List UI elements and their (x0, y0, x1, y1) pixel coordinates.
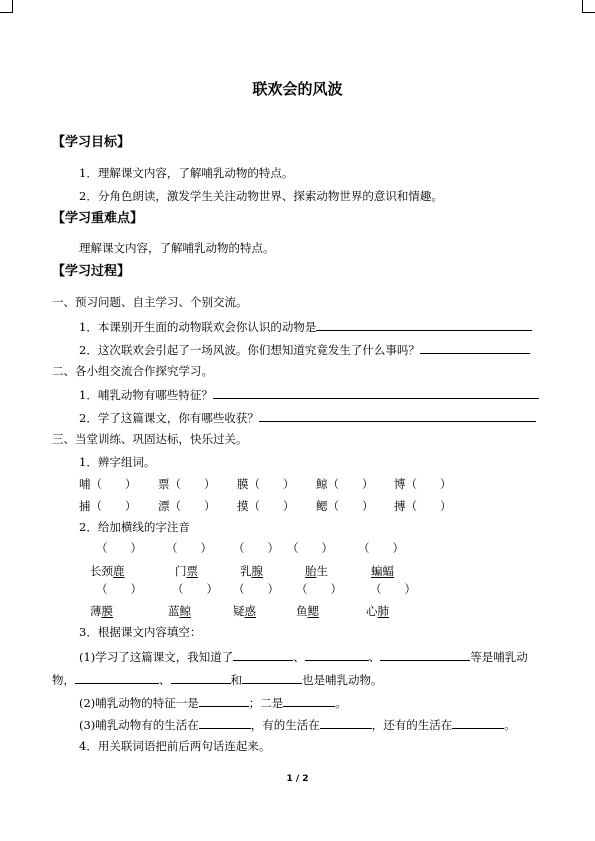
word-group-cell: 鲸（ ） (316, 477, 374, 491)
word-group-cell: 票（ ） (158, 477, 216, 491)
part1-question-2: 2．这次联欢会引起了一场风波。你们想知道究竟发生了什么事吗？ (79, 341, 530, 357)
pinyin-word: 心肺 (366, 604, 389, 618)
crop-mark-top-right (582, 0, 595, 13)
answer-blank[interactable] (199, 716, 251, 729)
answer-blank[interactable] (242, 671, 302, 684)
answer-blank[interactable] (452, 716, 504, 729)
pinyin-word: 疑惑 (233, 604, 256, 618)
answer-blank[interactable] (75, 671, 159, 684)
word-group-cell: 摸（ ） (237, 499, 295, 513)
pinyin-paren: （ ） (172, 582, 218, 596)
answer-blank[interactable] (213, 386, 539, 399)
word-group-cell: 漂（ ） (158, 499, 216, 513)
pinyin-word: 蝙蝠 (371, 564, 394, 578)
word-group-cell: 博（ ） (394, 477, 452, 491)
answer-blank[interactable] (316, 318, 532, 331)
part1-question-1: 1．本课别开生面的动物联欢会你认识的动物是 (79, 318, 532, 334)
fill-line-2: (2)哺乳动物的特征一是 ；二是 。 (79, 696, 347, 710)
exercise-2-title: 2．给加横线的字注音 (79, 520, 190, 534)
pinyin-paren: （ ） (370, 582, 416, 596)
pinyin-paren: （ ） (166, 541, 212, 555)
pinyin-paren: （ ） (296, 582, 342, 596)
pinyin-word: 门票 (175, 564, 198, 578)
pinyin-word: 鱼鳃 (296, 604, 319, 618)
pinyin-paren: （ ） (287, 541, 333, 555)
key-points-text: 理解课文内容，了解哺乳动物的特点。 (79, 241, 275, 255)
heading-process: 【学习过程】 (52, 264, 131, 279)
word-group-cell: 鳃（ ） (316, 499, 374, 513)
word-group-cell: 搏（ ） (394, 499, 452, 513)
exercise-1-title: 1．辨字组词。 (79, 455, 156, 469)
page-title: 联欢会的风波 (252, 80, 343, 98)
word-group-cell: 膜（ ） (237, 477, 295, 491)
word-group-cell: 捕（ ） (79, 499, 137, 513)
answer-blank[interactable] (320, 716, 372, 729)
fill-line-3: (3)哺乳动物有的生活在 ，有的生活在 ，还有的生活在 。 (79, 718, 516, 732)
pinyin-paren: （ ） (96, 582, 142, 596)
fill-line-1-cont: 物， 、 和 也是哺乳动物。 (52, 673, 383, 687)
word-group-cell: 哺（ ） (79, 477, 137, 491)
part3-title: 三、当堂训练、巩固达标，快乐过关。 (52, 432, 248, 446)
part2-question-1: 1．哺乳动物有哪些特征？ (79, 386, 539, 402)
answer-blank[interactable] (283, 694, 335, 707)
pinyin-paren: （ ） (358, 541, 404, 555)
pinyin-paren: （ ） (233, 541, 279, 555)
goal-item-1: 1．理解课文内容，了解哺乳动物的特点。 (79, 166, 294, 180)
answer-blank[interactable] (233, 648, 293, 661)
pinyin-word: 乳腺 (240, 564, 263, 578)
heading-key-points: 【学习重难点】 (52, 211, 144, 226)
goal-item-2: 2．分角色朗读，激发学生关注动物世界、探索动物世界的意识和情趣。 (79, 189, 443, 203)
exercise-4-title: 4．用关联词语把前后两句话连起来。 (79, 739, 271, 753)
answer-blank[interactable] (171, 671, 231, 684)
answer-blank[interactable] (259, 409, 536, 422)
exercise-3-title: 3．根据课文内容填空： (79, 625, 202, 639)
pinyin-word: 薄膜 (90, 604, 113, 618)
pinyin-paren: （ ） (233, 582, 279, 596)
part1-title: 一、预习问题、自主学习、个别交流。 (52, 295, 248, 309)
answer-blank[interactable] (199, 694, 249, 707)
crop-mark-top-left (0, 0, 13, 13)
part2-title: 二、各小组交流合作探究学习。 (52, 364, 213, 378)
pinyin-word: 长颈鹿 (90, 564, 125, 578)
answer-blank[interactable] (305, 648, 369, 661)
part2-question-2: 2．学了这篇课文，你有哪些收获？ (79, 409, 536, 425)
heading-goals: 【学习目标】 (52, 135, 131, 150)
page-number: 1 / 2 (286, 774, 309, 784)
pinyin-paren: （ ） (96, 541, 142, 555)
fill-line-1: (1)学习了这篇课文，我知道了 、 、 等是哺乳动 (79, 650, 528, 664)
pinyin-word: 蓝鲸 (168, 604, 191, 618)
pinyin-word: 胎生 (305, 564, 328, 578)
answer-blank[interactable] (420, 341, 530, 354)
answer-blank[interactable] (380, 648, 470, 661)
